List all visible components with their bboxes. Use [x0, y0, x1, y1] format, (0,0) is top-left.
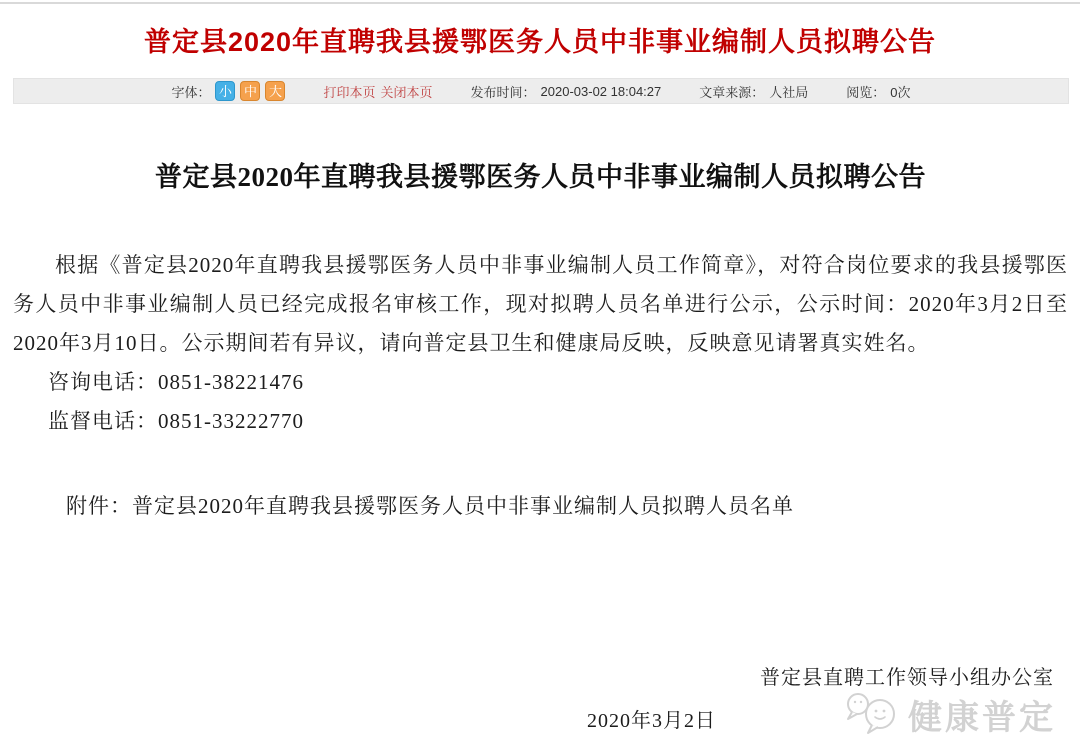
font-size-label: 字体： — [171, 84, 211, 100]
toolbar — [13, 78, 1069, 104]
views-label: 阅览： — [846, 84, 886, 100]
source-value: 人社局 — [769, 84, 809, 100]
publish-time — [471, 82, 662, 101]
article-date: 2020年3月2日 — [587, 710, 716, 732]
source-label: 文章来源： — [699, 84, 765, 100]
font-small-button[interactable]: 小 — [215, 81, 235, 101]
attachment-line — [13, 487, 1068, 526]
view-count — [846, 82, 910, 101]
article-body — [0, 155, 1080, 735]
supervise-phone-value: 0851-33222770 — [158, 409, 304, 433]
close-page-link[interactable]: 关闭本页 — [380, 84, 433, 100]
page-actions — [323, 82, 432, 101]
consult-phone-label: 咨询电话： — [48, 370, 158, 394]
announcement-page — [0, 2, 1080, 751]
consult-phone-line — [13, 363, 1068, 402]
views-value: 0次 — [890, 84, 911, 100]
font-large-button[interactable]: 大 — [265, 81, 285, 101]
supervise-phone-label: 监督电话： — [48, 409, 158, 433]
publish-time-value: 2020-03-02 18:04:27 — [540, 83, 662, 99]
font-size-control — [171, 81, 285, 101]
watermark-text: 健康普定 — [908, 699, 1056, 737]
attachment-label: 附件： — [66, 494, 132, 518]
supervise-phone-line — [13, 402, 1068, 441]
article-source — [699, 82, 808, 101]
article-title: 普定县2020年直聘我县援鄂医务人员中非事业编制人员拟聘公告 — [155, 162, 926, 192]
article-paragraph: 根据《普定县2020年直聘我县援鄂医务人员中非事业编制人员工作简章》，对符合岗位要求的我县援鄂医务人员中非事业编制人员已经完成报名审核工作，现对拟聘人员名单进行公示，公示时间：2020年3月2日至2020年3月10日。公示期间若有异议，请向普定县卫生和健康局反映，反映意见请署真实姓名。 — [13, 253, 1068, 355]
signature: 普定县直聘工作领导小组办公室 — [760, 667, 1054, 689]
publish-time-label: 发布时间： — [470, 84, 536, 100]
consult-phone-value: 0851-38221476 — [158, 370, 304, 394]
page-title: 普定县2020年直聘我县援鄂医务人员中非事业编制人员拟聘公告 — [143, 27, 937, 57]
top-divider — [0, 2, 1080, 4]
attachment-name: 普定县2020年直聘我县援鄂医务人员中非事业编制人员拟聘人员名单 — [132, 494, 794, 518]
print-page-link[interactable]: 打印本页 — [323, 84, 376, 100]
font-medium-button[interactable]: 中 — [240, 81, 260, 101]
